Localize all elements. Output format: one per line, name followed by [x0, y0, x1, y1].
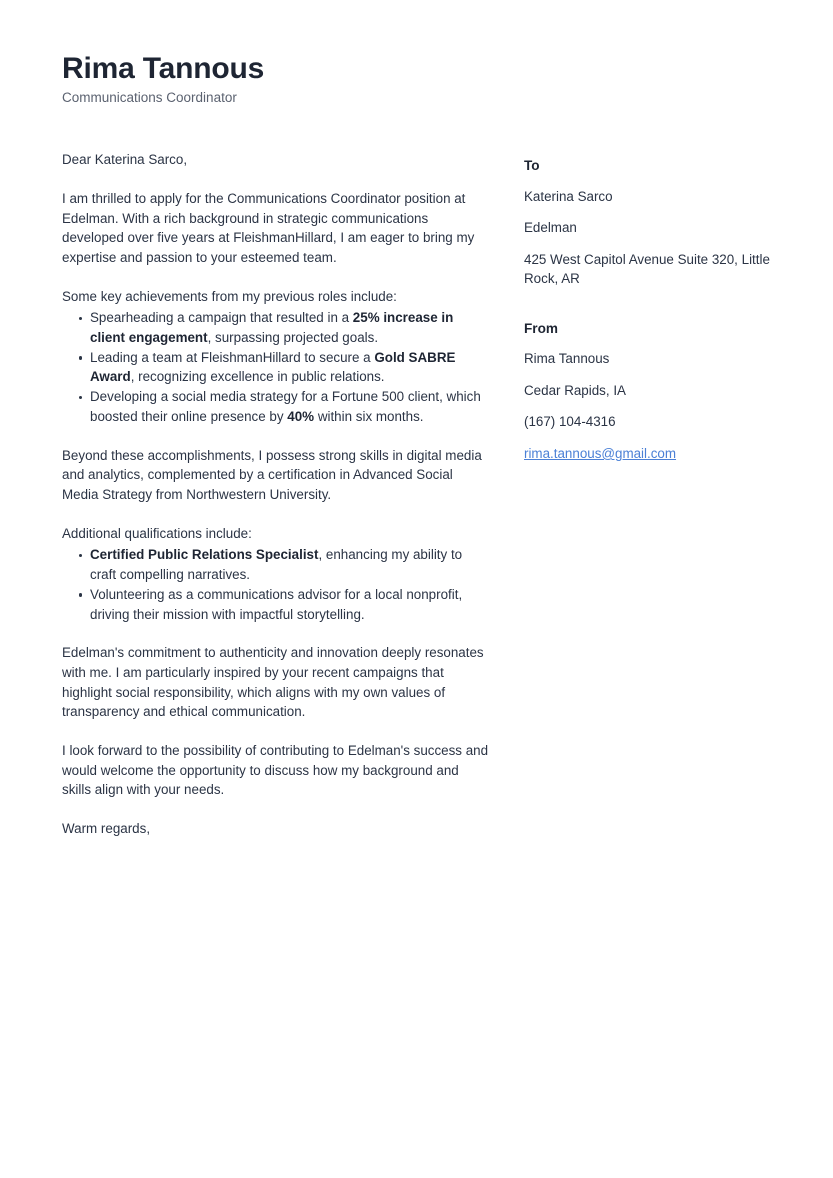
from-heading: From	[524, 320, 558, 336]
intro-paragraph: I am thrilled to apply for the Communications Coordinator position at Edelman. With a rich background in strategic communications developed over five years at FleishmanHillard, I am eager to bring my expertise and passion to your esteemed team.	[62, 190, 475, 265]
list-item	[62, 387, 490, 426]
sender-email-link[interactable]: rima.tannous@gmail.com	[524, 445, 677, 461]
bullet-text-post: , enhancing my ability to craft compelling narratives.	[90, 547, 463, 583]
list-item	[62, 348, 490, 387]
bullet-text-post: , surpassing projected goals.	[207, 330, 379, 346]
achievements-list	[62, 308, 490, 426]
to-heading: To	[524, 158, 540, 174]
recipient-name: Katerina Sarco	[524, 188, 613, 204]
achievements-lead-in: Some key achievements from my previous roles include:	[62, 288, 397, 304]
sender-name: Rima Tannous	[524, 351, 610, 367]
recipient-block	[524, 157, 774, 289]
list-item	[62, 308, 490, 347]
contact-sidebar	[524, 150, 774, 463]
signoff: Warm regards,	[62, 821, 151, 837]
sender-phone: (167) 104-4316	[524, 414, 616, 430]
qualifications-list	[62, 545, 490, 624]
letter-header	[62, 52, 785, 106]
bullet-text-bold: 25% increase in client engagement	[90, 310, 454, 346]
bullet-text-pre: Volunteering as a communications advisor for a local nonprofit, driving their mission with impactful storytelling.	[90, 586, 463, 622]
salutation: Dear Katerina Sarco,	[62, 152, 188, 168]
bullet-text-pre: Spearheading a campaign that resulted in a	[90, 310, 353, 326]
applicant-job-title: Communications Coordinator	[62, 89, 237, 105]
bullet-text-bold: Certified Public Relations Specialist	[90, 547, 319, 563]
culture-paragraph: Edelman's commitment to authenticity and innovation deeply resonates with me. I am particularly inspired by your recent campaigns that highlight social responsibility, which aligns with my own values of transparency and ethical communication.	[62, 645, 484, 720]
applicant-name: Rima Tannous	[62, 52, 265, 85]
list-item	[62, 585, 490, 624]
letter-body-columns	[62, 150, 785, 839]
sender-location: Cedar Rapids, IA	[524, 382, 626, 398]
bullet-text-post: within six months.	[314, 408, 424, 424]
closing-paragraph: I look forward to the possibility of contributing to Edelman's success and would welcome the opportunity to discuss how my background and skills align with your needs.	[62, 743, 489, 798]
bullet-text-bold: Gold SABRE Award	[90, 349, 456, 385]
qualifications-lead-in: Additional qualifications include:	[62, 525, 252, 541]
letter-content	[62, 150, 524, 839]
bullet-text-bold: 40%	[287, 408, 315, 424]
bullet-text-pre: Developing a social media strategy for a Fortune 500 client, which boosted their online presence by	[90, 389, 481, 424]
sender-block	[524, 320, 774, 464]
skills-paragraph: Beyond these accomplishments, I possess strong skills in digital media and analytics, complemented by a certification in Advanced Social Media Strategy from Northwestern University.	[62, 447, 482, 502]
list-item	[62, 545, 490, 584]
bullet-text-pre: Leading a team at FleishmanHillard to secure a	[90, 349, 375, 365]
recipient-company: Edelman	[524, 220, 577, 236]
sender-email-line	[524, 444, 774, 464]
bullet-text-post: , recognizing excellence in public relations.	[130, 369, 385, 385]
recipient-address: 425 West Capitol Avenue Suite 320, Little Rock, AR	[524, 251, 770, 287]
